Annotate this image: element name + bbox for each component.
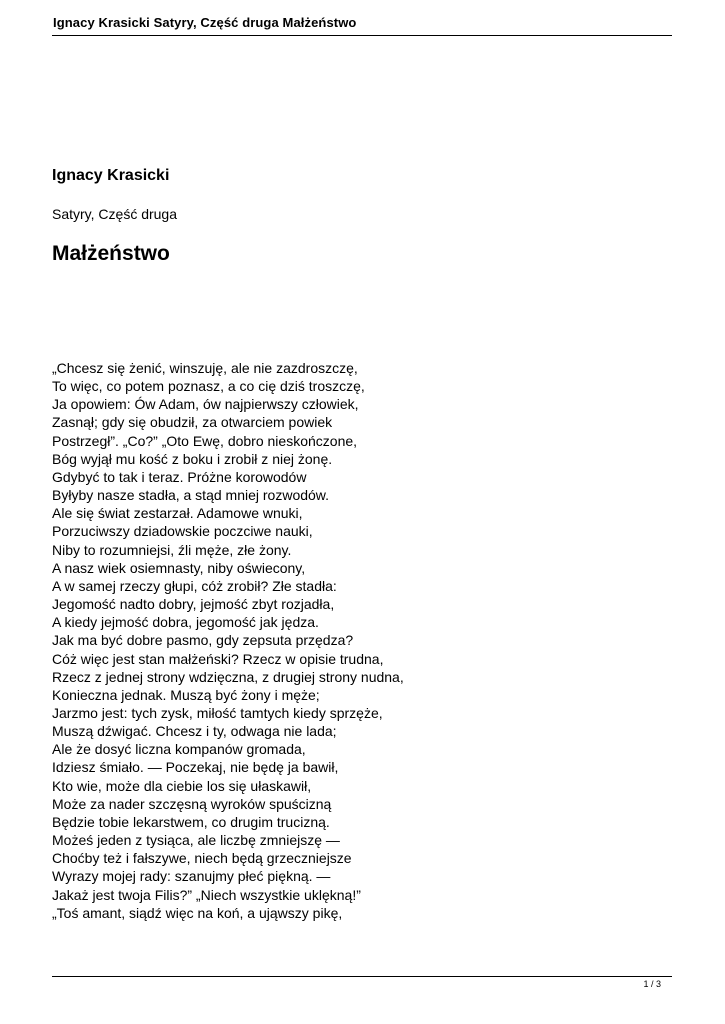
poem-line: Postrzegł”. „Co?” „Oto Ewę, dobro nieskończone, xyxy=(52,432,358,449)
poem-line: „Chcesz się żenić, winszuję, ale nie zazdroszczę, xyxy=(52,360,358,376)
poem-line: Niby to rozumniejsi, źli męże, złe żony. xyxy=(52,541,292,558)
poem-line: Cóż więc jest stan małżeński? Rzecz w opisie trudna, xyxy=(52,650,384,667)
poem-line: Jegomość nadto dobry, jejmość zbyt rozjadła, xyxy=(52,596,335,613)
poem-line: A nasz wiek osiemnasty, niby oświecony, xyxy=(52,559,306,576)
poem-line: Muszą dźwigać. Chcesz i ty, odwaga nie lada; xyxy=(52,723,337,740)
poem-line: Może za nader szczęsną wyroków spuścizną xyxy=(52,795,332,812)
poem-line: A w samej rzeczy głupi, cóż zrobił? Złe stadła: xyxy=(52,577,337,594)
header-rule xyxy=(52,35,672,36)
page-title: Małżeństwo xyxy=(52,242,170,265)
poem-line: Zasnął; gdy się obudził, za otwarciem powiek xyxy=(52,414,333,431)
poem-line: Gdybyć to tak i teraz. Próżne korowodów xyxy=(52,468,307,485)
poem-line: To więc, co potem poznasz, a co cię dziś troszczę, xyxy=(52,378,365,395)
poem-text xyxy=(52,359,404,922)
poem-line: Kto wie, może dla ciebie los się ułaskawił, xyxy=(52,777,312,794)
poem-line: Możeś jeden z tysiąca, ale liczbę zmniejszę — xyxy=(52,832,340,849)
footer-rule xyxy=(52,976,672,977)
poem-line: Ale się świat zestarzał. Adamowe wnuki, xyxy=(52,505,303,522)
poem-line: Porzuciwszy dziadowskie poczciwe nauki, xyxy=(52,523,313,540)
work-subtitle: Satyry, Część druga xyxy=(52,206,178,222)
poem-line: A kiedy jejmość dobra, jegomość jak jędza. xyxy=(52,614,319,631)
poem-line: Jakaż jest twoja Filis?” „Niech wszystkie uklękną!” xyxy=(52,886,361,903)
page-number: 1 / 3 xyxy=(643,979,661,989)
poem-line: Konieczna jednak. Muszą być żony i męże; xyxy=(52,686,320,703)
poem-line: Będzie tobie lekarstwem, co drugim trucizną. xyxy=(52,813,330,830)
poem-line: Ale że dosyć liczna kompanów gromada, xyxy=(52,741,306,758)
poem-line: Wyrazy mojej rady: szanujmy płeć piękną. — xyxy=(52,868,331,885)
poem-line: Ja opowiem: Ów Adam, ów najpierwszy człowiek, xyxy=(52,396,359,413)
poem-line: Jak ma być dobre pasmo, gdy zepsuta przędza? xyxy=(52,632,354,649)
running-header: Ignacy Krasicki Satyry, Część druga Małżeństwo xyxy=(53,15,357,30)
poem-line: Rzecz z jednej strony wdzięczna, z drugiej strony nudna, xyxy=(52,668,404,685)
poem-line: Jarzmo jest: tych zysk, miłość tamtych kiedy sprzęże, xyxy=(52,704,383,721)
poem-line: Idziesz śmiało. — Poczekaj, nie będę ja bawił, xyxy=(52,759,339,776)
poem-line: „Toś amant, siądź więc na koń, a ująwszy pikę, xyxy=(52,904,343,921)
author-heading: Ignacy Krasicki xyxy=(52,167,170,184)
poem-line: Choćby też i fałszywe, niech będą grzeczniejsze xyxy=(52,850,352,867)
poem-line: Bóg wyjął mu kość z boku i zrobił z niej żonę. xyxy=(52,450,333,467)
poem-line: Byłyby nasze stadła, a stąd mniej rozwodów. xyxy=(52,487,330,504)
